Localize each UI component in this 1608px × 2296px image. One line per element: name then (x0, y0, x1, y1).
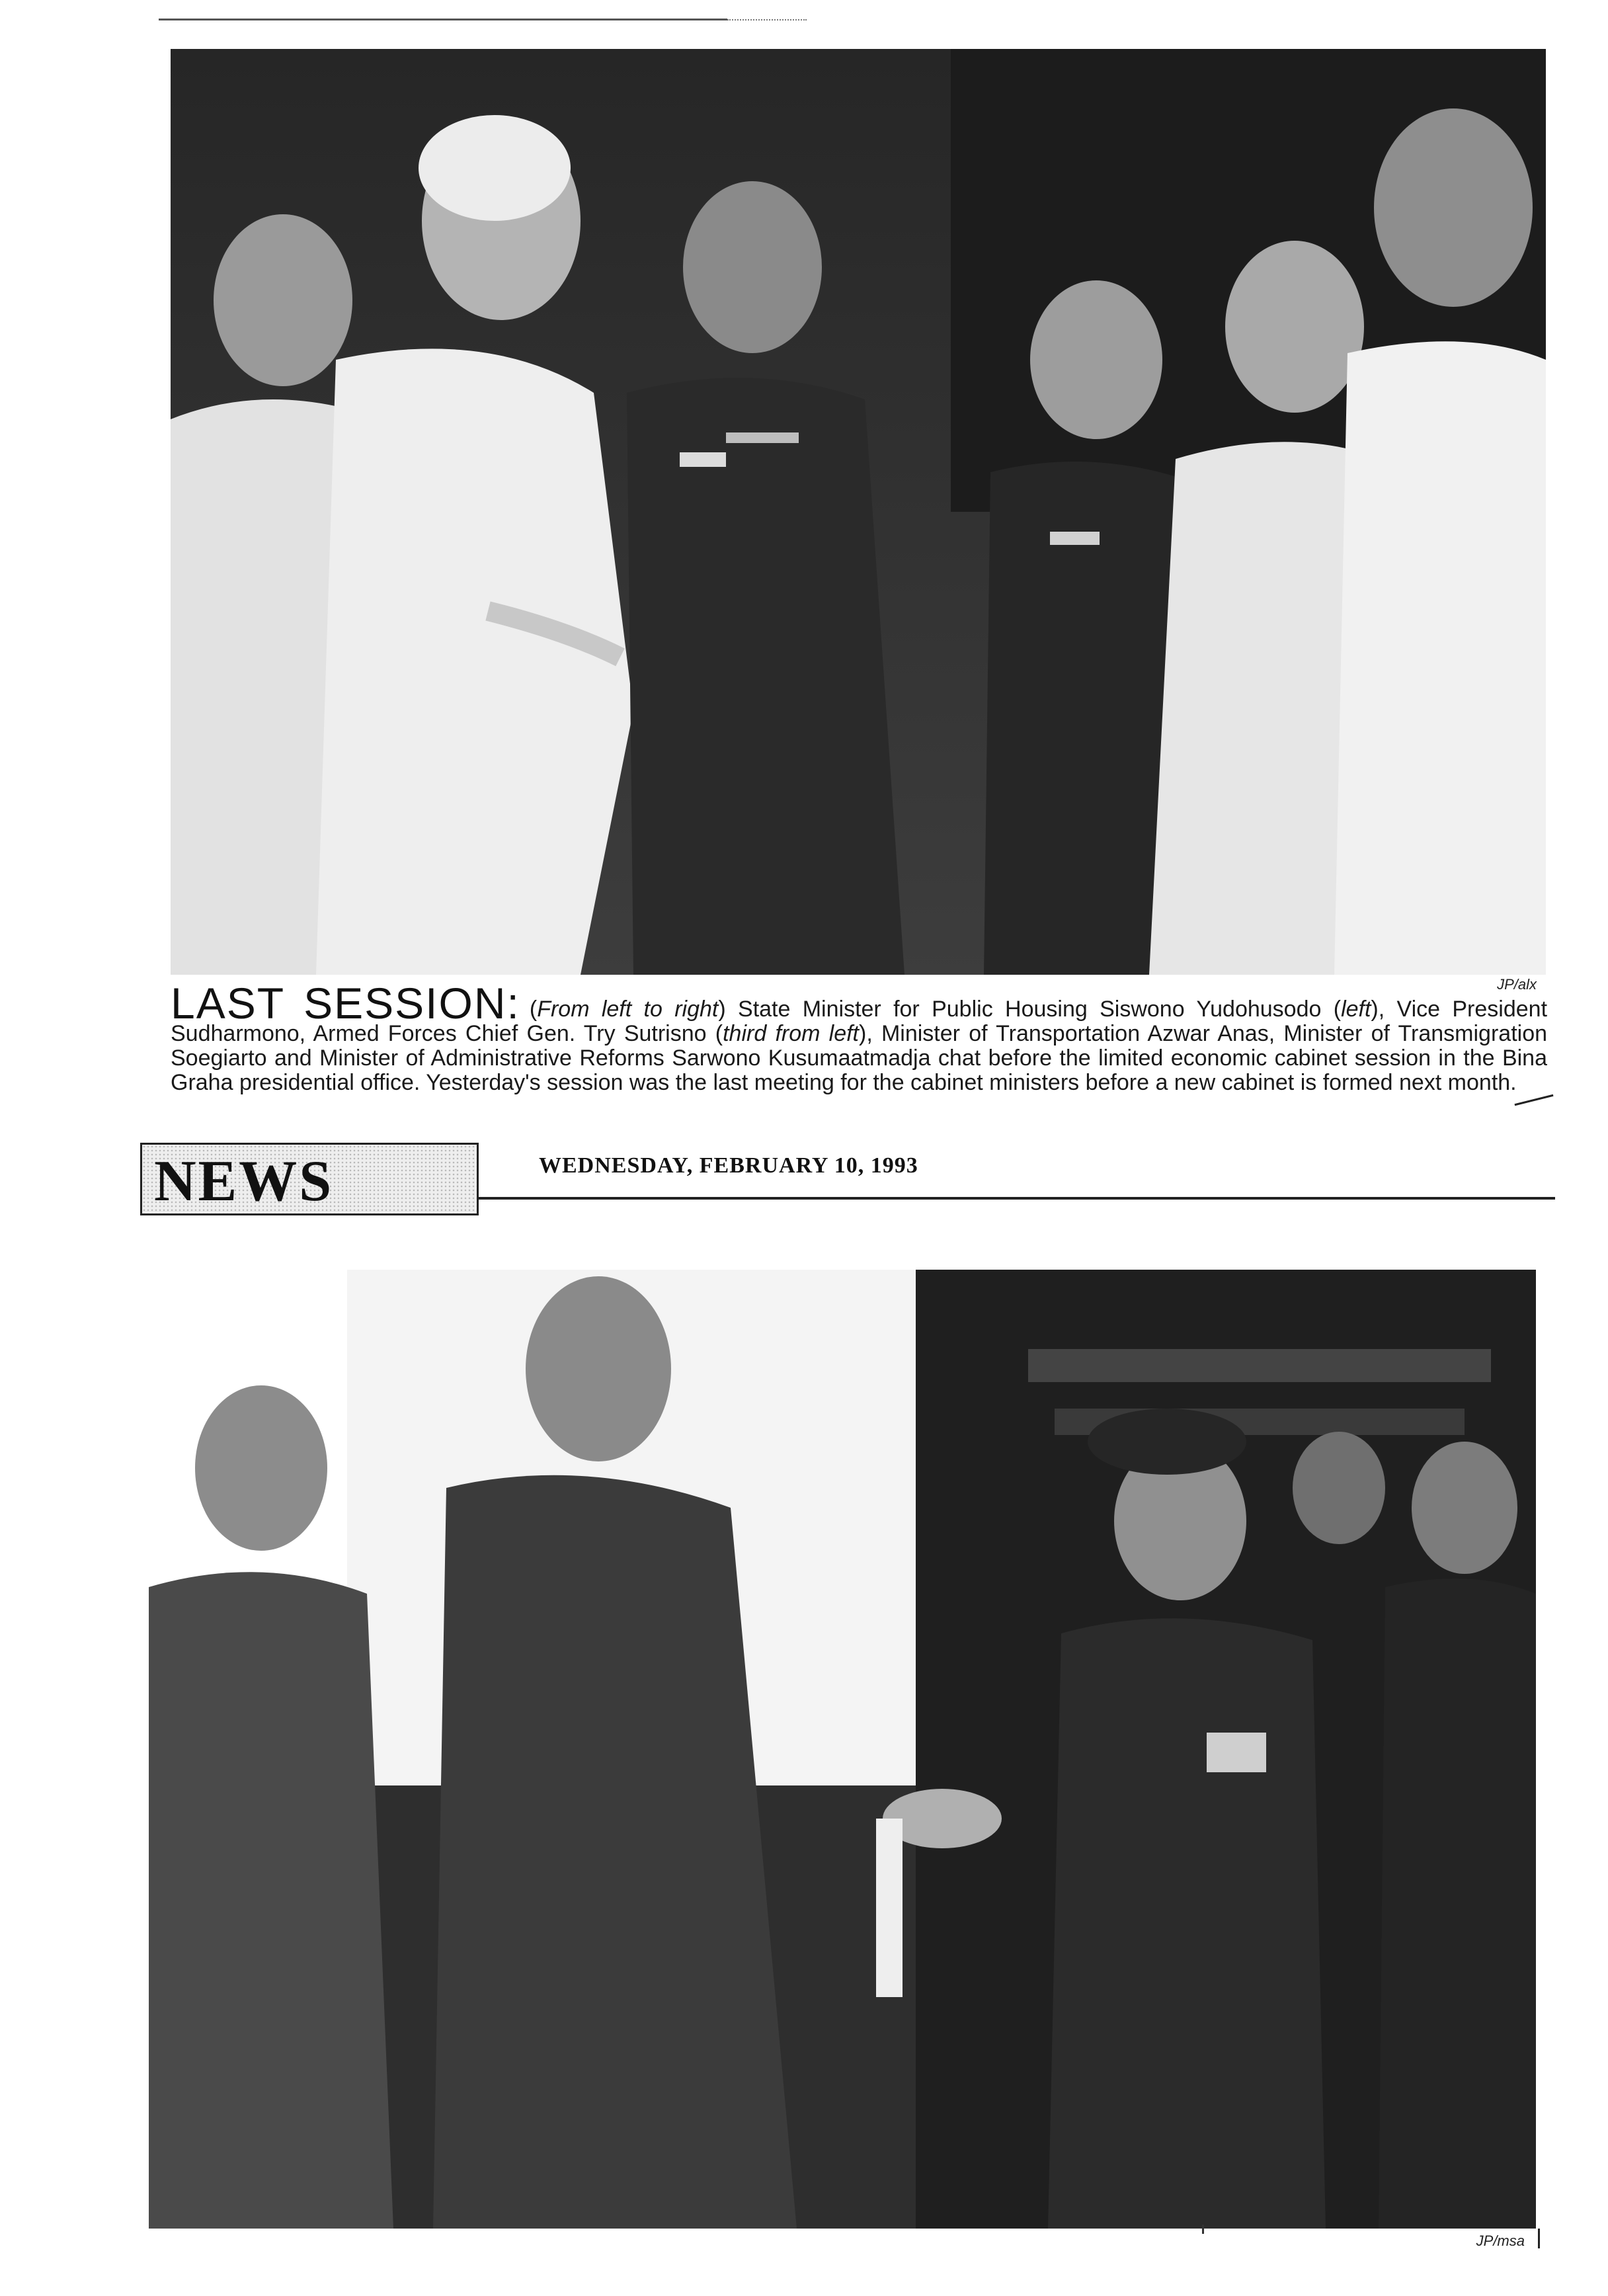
dateline: WEDNESDAY, FEBRUARY 10, 1993 (539, 1153, 918, 1178)
caption-italic-2: left (1341, 997, 1371, 1022)
bottom-photo (149, 1270, 1536, 2229)
top-rule-dots (727, 19, 807, 20)
section-label: NEWS (154, 1149, 334, 1213)
credit-bar (1538, 2229, 1540, 2248)
caption-lead: LAST SESSION: (171, 987, 520, 1028)
section-header-box (140, 1143, 479, 1215)
bottom-tick (1202, 2225, 1204, 2234)
caption-text-4: ), Minister of Transportation Azwar Anas, Minister of Transmigration Soegiarto and Minister of Administrative Reforms Sarwono Kusumaatmadja chat before the limited economic cabinet session in the Bina Graha presidential office. Yesterday's session was the last meeting for the cabinet ministers before a new cabinet is formed next month. (171, 1021, 1547, 1095)
photo-caption (171, 987, 1547, 1112)
top-photo-image (171, 49, 1546, 975)
caption-text-1: ( (529, 997, 538, 1022)
bottom-photo-image (149, 1270, 1536, 2229)
caption-italic-1: From left to right (537, 997, 719, 1022)
top-rule (159, 19, 727, 20)
bottom-photo-credit: JP/msa (1476, 2233, 1525, 2249)
top-photo-credit: JP/alx (1497, 976, 1537, 993)
caption-text-2: ) State Minister for Public Housing Siswono Yudohusodo ( (718, 997, 1342, 1022)
caption-text-3: ), Vice President Sudharmono, Armed Forces Chief Gen. Try Sutrisno ( (171, 997, 1547, 1046)
top-photo (171, 49, 1546, 975)
section-rule (479, 1197, 1555, 1200)
caption-italic-3: third from left (723, 1021, 859, 1046)
